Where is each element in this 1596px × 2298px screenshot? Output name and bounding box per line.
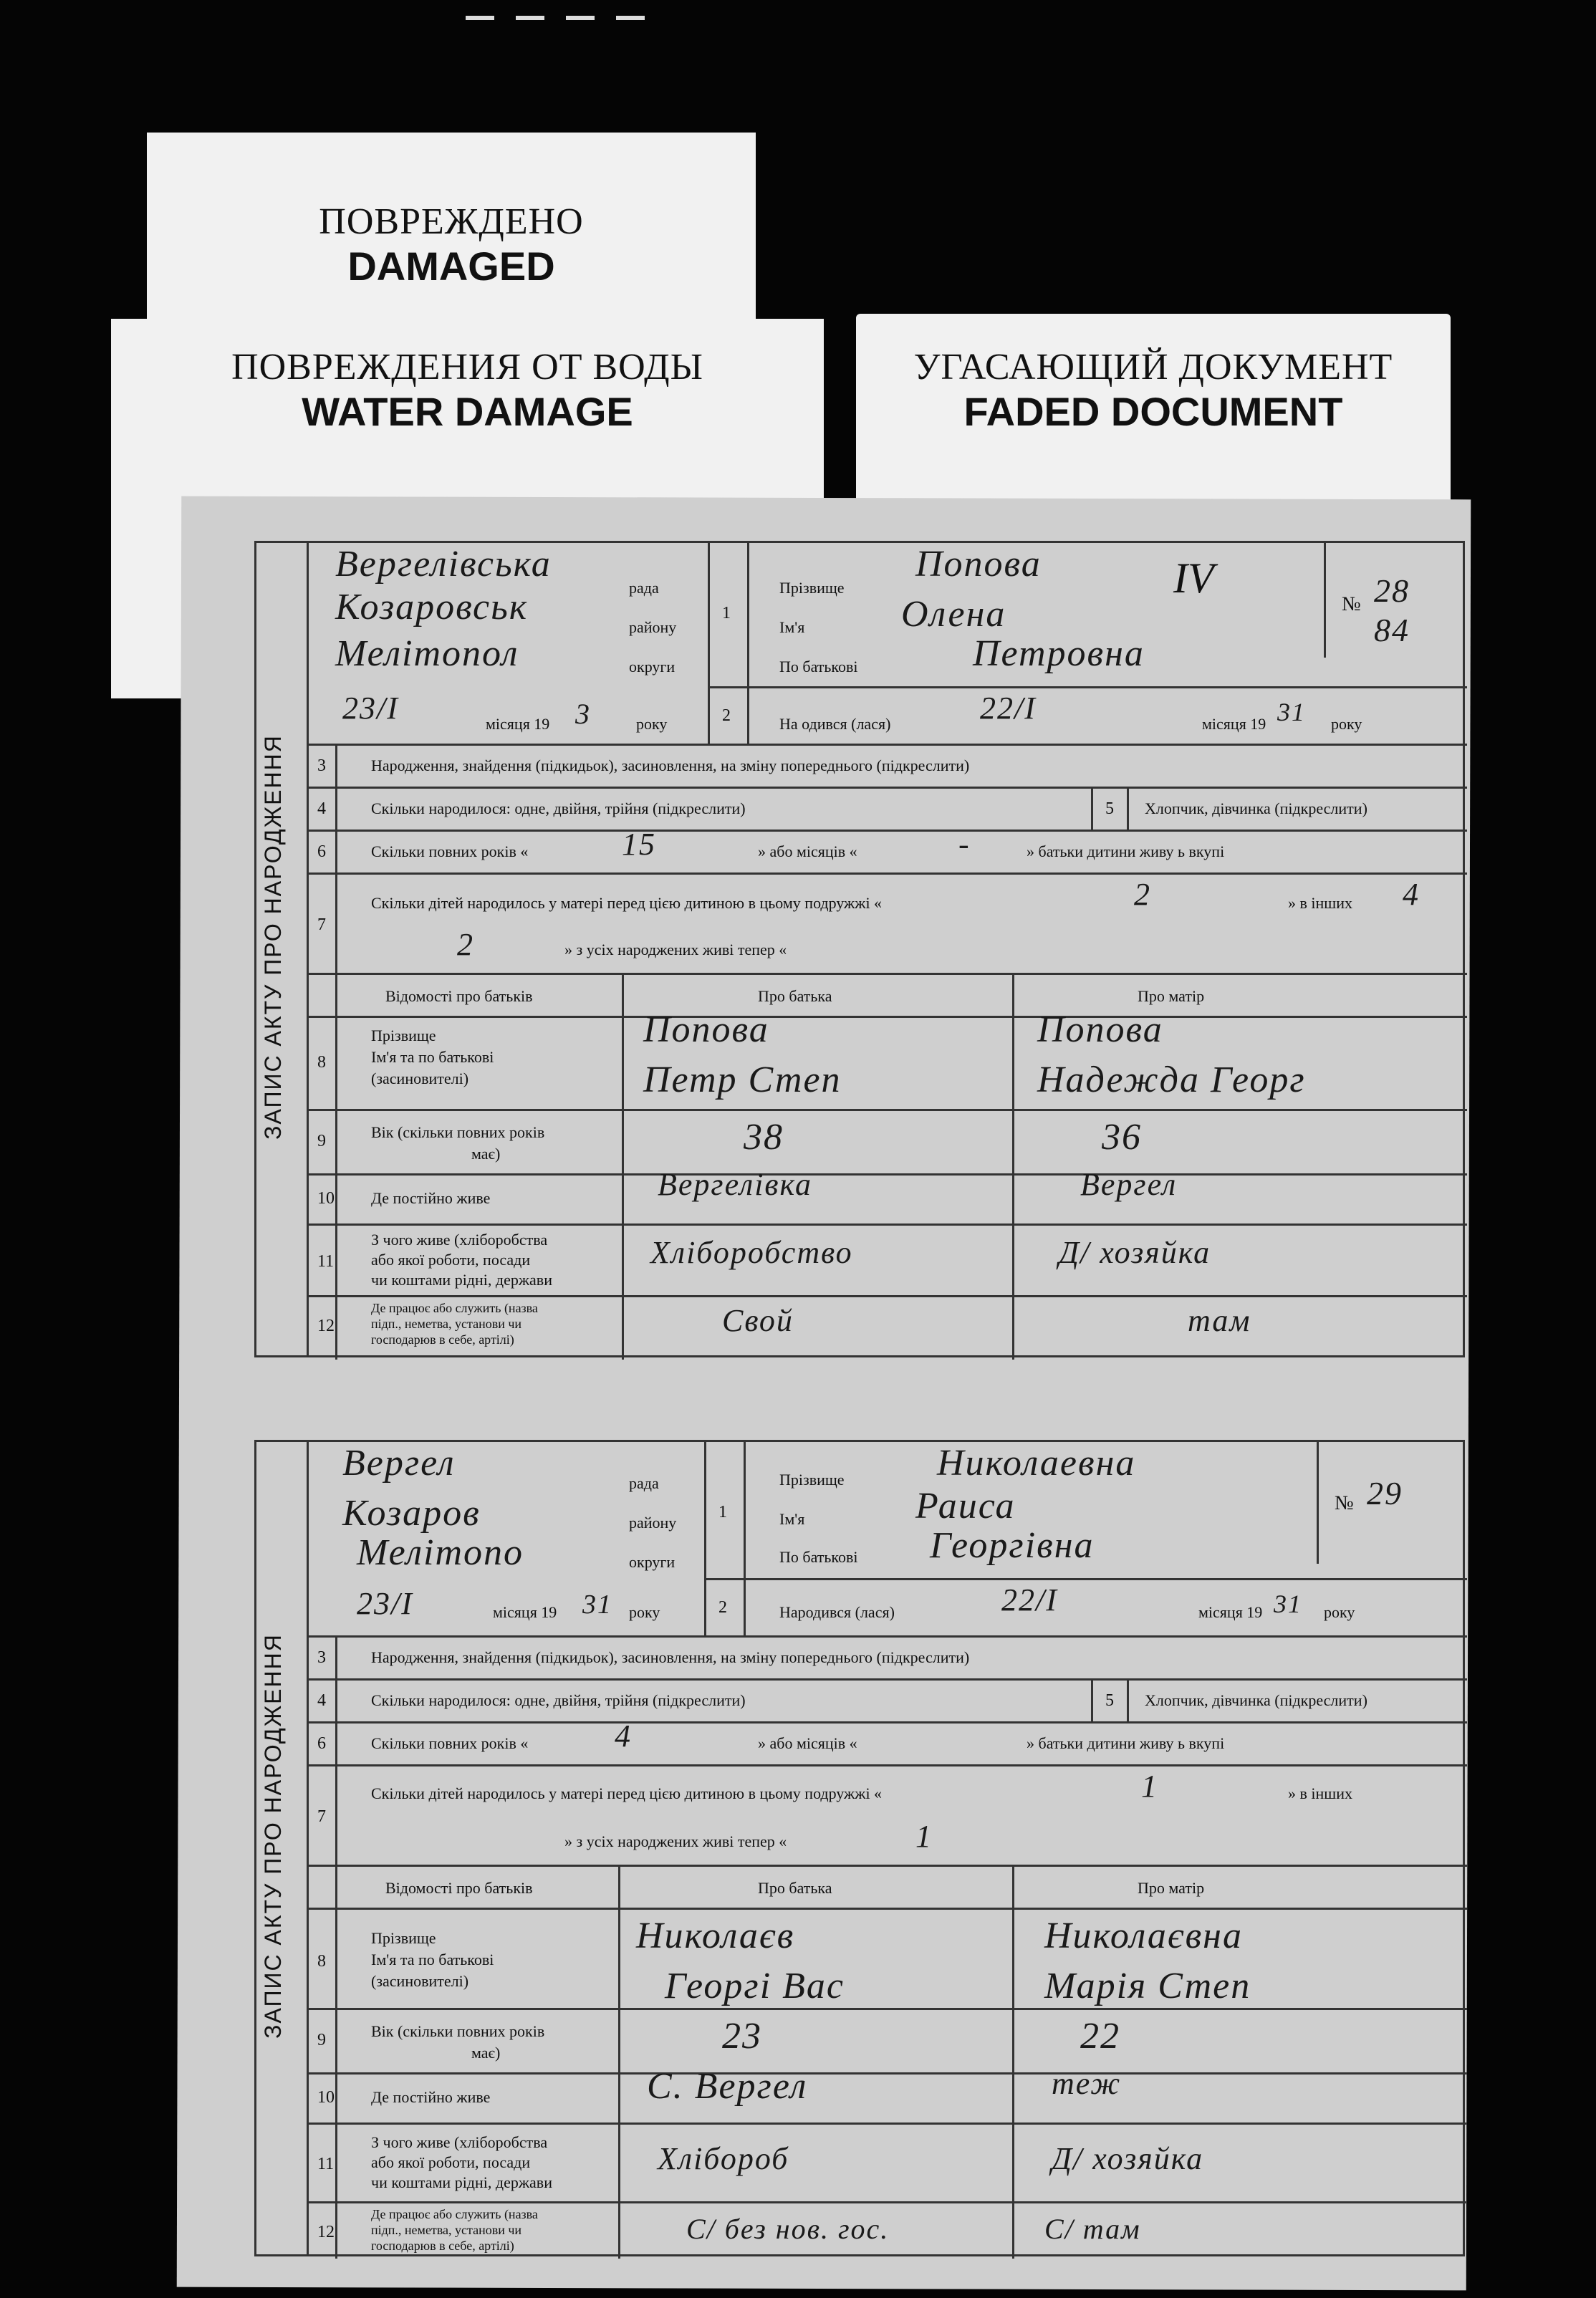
row6b-2: » або місяців « bbox=[758, 1734, 857, 1752]
father-name-2: Георгі Вас bbox=[665, 1966, 845, 2006]
father-live-2: С. Вергел bbox=[647, 2066, 808, 2107]
num-1b: 1 bbox=[718, 1503, 727, 1521]
damaged-ru: ПОВРЕЖДЕНО bbox=[319, 201, 584, 242]
num-11: 11 bbox=[317, 1252, 335, 1271]
other-value: 4 bbox=[1403, 877, 1420, 912]
num-2b: 2 bbox=[718, 1598, 727, 1617]
born-year-label-2: року bbox=[1324, 1603, 1355, 1621]
parents-info-header: Відомості про батьків bbox=[385, 987, 533, 1005]
r11-label-2: або якої роботи, посади bbox=[371, 1251, 531, 1269]
num-11b: 11 bbox=[317, 2155, 335, 2173]
row4-text: Скільки народилося: одне, двійня, трійня (підкреслити) bbox=[371, 799, 746, 817]
row6a-2: Скільки повних років « bbox=[371, 1734, 529, 1752]
raion-value-2: Козаров bbox=[342, 1493, 481, 1534]
top-edge-marks bbox=[466, 0, 709, 19]
number-label: № bbox=[1342, 593, 1361, 615]
father-surname-2: Николаєв bbox=[636, 1915, 795, 1956]
water-ru: ПОВРЕЖДЕНИЯ ОТ ВОДЫ bbox=[231, 347, 703, 388]
born-month-label: місяця 19 bbox=[1202, 715, 1266, 733]
father-place: Свой bbox=[722, 1303, 794, 1338]
num-4: 4 bbox=[317, 799, 326, 818]
born-year-2: 31 bbox=[1274, 1590, 1302, 1618]
r8-label-1b: Прізвище bbox=[371, 1929, 436, 1947]
r8-label-3: (засиновителі) bbox=[371, 1069, 469, 1087]
r11-label-3b: чи коштами рідні, держави bbox=[371, 2173, 552, 2191]
father-place-2: С/ без нов. гос. bbox=[686, 2213, 890, 2245]
about-mother-header-2: Про матір bbox=[1138, 1879, 1205, 1897]
row3-text: Народження, знайдення (підкидьок), засиновлення, на зміну попереднього (підкреслити) bbox=[371, 756, 970, 774]
years-value-2: 4 bbox=[615, 1718, 632, 1754]
num-10: 10 bbox=[317, 1189, 335, 1208]
r12-label-1: Де працює або служить (назва bbox=[371, 1301, 538, 1315]
record-number-b: 29 bbox=[1367, 1475, 1403, 1511]
r8-label-2b: Ім'я та по батькові bbox=[371, 1951, 494, 1968]
father-age: 38 bbox=[744, 1117, 784, 1158]
num-12b: 12 bbox=[317, 2223, 335, 2241]
name-value: Олена bbox=[901, 594, 1006, 635]
reg-year-label-2: року bbox=[629, 1603, 660, 1621]
num-8: 8 bbox=[317, 1053, 326, 1072]
patronymic-label-2: По батькові bbox=[779, 1548, 858, 1566]
okrug-label-2: округи bbox=[629, 1553, 676, 1571]
row3-text-2: Народження, знайдення (підкидьок), засиновлення, на зміну попереднього (підкреслити) bbox=[371, 1648, 970, 1666]
row7a: Скільки дітей народилось у матері перед цією дитиною в цьому подружжі « bbox=[371, 894, 883, 912]
rada-label: рада bbox=[629, 579, 659, 597]
row7b: » в інших bbox=[1288, 894, 1352, 912]
num-6b: 6 bbox=[317, 1734, 326, 1753]
faded-en: FADED DOCUMENT bbox=[963, 389, 1343, 434]
side-title-column-2 bbox=[256, 1442, 309, 2254]
okrug-value: Мелітопол bbox=[335, 633, 519, 674]
about-father-header: Про батька bbox=[758, 987, 832, 1005]
born-year: 31 bbox=[1277, 698, 1306, 726]
num-3: 3 bbox=[317, 756, 326, 775]
reg-year: 3 bbox=[575, 698, 591, 730]
alive-value-2: 1 bbox=[915, 1819, 933, 1854]
row6b: » або місяців « bbox=[758, 842, 857, 860]
children-value-2: 1 bbox=[1141, 1769, 1158, 1804]
r8-label-2: Ім'я та по батькові bbox=[371, 1048, 494, 1066]
damaged-label bbox=[147, 133, 756, 319]
reg-date-2: 23/I bbox=[357, 1586, 413, 1621]
record-number: 28 bbox=[1374, 572, 1410, 609]
faded-ru: УГАСАЮЩИЙ ДОКУМЕНТ bbox=[913, 347, 1393, 388]
reg-date: 23/I bbox=[342, 691, 399, 726]
about-father-header-2: Про батька bbox=[758, 1879, 832, 1897]
num-5b: 5 bbox=[1105, 1691, 1114, 1710]
row6c-2: » батьки дитини живу ь вкупі bbox=[1027, 1734, 1225, 1752]
num-3b: 3 bbox=[317, 1648, 326, 1667]
born-year-label: року bbox=[1331, 715, 1362, 733]
water-en: WATER DAMAGE bbox=[302, 389, 633, 434]
num-8b: 8 bbox=[317, 1952, 326, 1971]
num-10b: 10 bbox=[317, 2088, 335, 2107]
r8-label-1: Прізвище bbox=[371, 1027, 436, 1044]
rada-label-2: рада bbox=[629, 1474, 659, 1492]
about-mother-header: Про матір bbox=[1138, 987, 1205, 1005]
father-name: Петр Степ bbox=[643, 1059, 842, 1100]
r12-label-3b: господарюв в себе, артілі) bbox=[371, 2239, 514, 2253]
num-7b: 7 bbox=[317, 1807, 326, 1826]
father-surname: Попова bbox=[643, 1009, 769, 1050]
row5-text: Хлопчик, дівчинка (підкреслити) bbox=[1145, 799, 1367, 817]
num-9: 9 bbox=[317, 1132, 326, 1150]
row7b-2: » в інших bbox=[1288, 1784, 1352, 1802]
father-work: Хліборобство bbox=[650, 1235, 853, 1270]
row7a-2: Скільки дітей народилось у матері перед цією дитиною в цьому подружжі « bbox=[371, 1784, 883, 1802]
side-title: ЗАПИС АКТУ ПРО НАРОДЖЕННЯ bbox=[260, 734, 286, 1140]
r9-label-1: Вік (скільки повних років bbox=[371, 1123, 545, 1141]
faded-document-label bbox=[856, 314, 1451, 511]
rada-value: Вергелівська bbox=[335, 544, 552, 585]
damaged-en: DAMAGED bbox=[347, 244, 555, 289]
patronymic-value: Петровна bbox=[973, 633, 1145, 674]
mother-live: Вергел bbox=[1080, 1167, 1178, 1202]
roman-mark: IV bbox=[1173, 554, 1214, 602]
num-7: 7 bbox=[317, 915, 326, 934]
mother-age: 36 bbox=[1102, 1117, 1142, 1158]
born-date: 22/I bbox=[980, 691, 1037, 726]
num-5: 5 bbox=[1105, 799, 1114, 818]
mother-surname: Попова bbox=[1037, 1009, 1163, 1050]
r9-label-2: має) bbox=[471, 1145, 501, 1163]
father-age-2: 23 bbox=[722, 2016, 762, 2057]
mother-live-2: теж bbox=[1052, 2066, 1122, 2101]
rada-value-2: Вергел bbox=[342, 1443, 456, 1484]
r11-label-3: чи коштами рідні, держави bbox=[371, 1271, 552, 1289]
mother-name-2: Марія Степ bbox=[1044, 1966, 1251, 2006]
parents-info-header-2: Відомості про батьків bbox=[385, 1879, 533, 1897]
years-value: 15 bbox=[622, 827, 656, 862]
row7c-2: » з усіх народжених живі тепер « bbox=[564, 1832, 787, 1850]
r10-label: Де постійно живе bbox=[371, 1189, 491, 1207]
father-work-2: Хлібороб bbox=[658, 2141, 789, 2176]
row6a: Скільки повних років « bbox=[371, 842, 529, 860]
r10-label-2: Де постійно живе bbox=[371, 2088, 491, 2106]
months-value: - bbox=[958, 827, 971, 862]
num-6: 6 bbox=[317, 842, 326, 861]
record-number-2: 84 bbox=[1374, 612, 1410, 648]
r11-label-1b: З чого живе (хліборобства bbox=[371, 2133, 548, 2151]
surname-label-2: Прізвище bbox=[779, 1471, 845, 1489]
row4-text-2: Скільки народилося: одне, двійня, трійня (підкреслити) bbox=[371, 1691, 746, 1709]
row5-text-2: Хлопчик, дівчинка (підкреслити) bbox=[1145, 1691, 1367, 1709]
alive-value: 2 bbox=[457, 927, 474, 962]
row7c: » з усіх народжених живі тепер « bbox=[564, 941, 787, 958]
raion-label-2: району bbox=[629, 1514, 677, 1532]
num-1: 1 bbox=[722, 604, 731, 622]
r12-label-2b: підп., неметва, установи чи bbox=[371, 2223, 522, 2237]
r12-label-3: господарюв в себе, артілі) bbox=[371, 1332, 514, 1347]
num-2: 2 bbox=[722, 706, 731, 725]
side-title-2: ЗАПИС АКТУ ПРО НАРОДЖЕННЯ bbox=[260, 1633, 286, 2039]
name-label: Ім'я bbox=[779, 618, 805, 636]
r9-label-1b: Вік (скільки повних років bbox=[371, 2022, 545, 2040]
row6c: » батьки дитини живу ь вкупі bbox=[1027, 842, 1225, 860]
surname-value: Попова bbox=[915, 544, 1042, 585]
mother-surname-2: Николаєвна bbox=[1044, 1915, 1243, 1956]
reg-year-2: 31 bbox=[582, 1590, 612, 1620]
r8-label-3b: (засиновителі) bbox=[371, 1972, 469, 1990]
mother-work-2: Д/ хозяйка bbox=[1052, 2141, 1204, 2176]
num-4b: 4 bbox=[317, 1691, 326, 1710]
father-live: Вергелівка bbox=[658, 1167, 813, 1202]
mother-place-2: С/ там bbox=[1044, 2213, 1141, 2245]
born-month-label-2: місяця 19 bbox=[1198, 1603, 1263, 1621]
surname-value-2: Николаевна bbox=[937, 1443, 1136, 1484]
birth-record-2 bbox=[254, 1440, 1465, 2256]
number-label-2: № bbox=[1335, 1492, 1354, 1514]
surname-label: Прізвище bbox=[779, 579, 845, 597]
mother-work: Д/ хозяйка bbox=[1059, 1235, 1211, 1270]
r12-label-2: підп., неметва, установи чи bbox=[371, 1317, 522, 1331]
num-9b: 9 bbox=[317, 2031, 326, 2049]
patronymic-value-2: Георгівна bbox=[930, 1525, 1095, 1566]
raion-value: Козаровськ bbox=[335, 587, 529, 628]
mother-age-2: 22 bbox=[1080, 2016, 1120, 2057]
mother-name: Надежда Георг bbox=[1037, 1059, 1306, 1100]
num-12: 12 bbox=[317, 1317, 335, 1335]
birth-record-1 bbox=[254, 541, 1465, 1357]
r9-label-2b: має) bbox=[471, 2044, 501, 2062]
side-title-column bbox=[256, 543, 309, 1355]
patronymic-label: По батькові bbox=[779, 658, 858, 676]
reg-month-label-2: місяця 19 bbox=[493, 1603, 557, 1621]
r11-label-1: З чого живе (хліборобства bbox=[371, 1231, 548, 1249]
r12-label-1b: Де працює або служить (назва bbox=[371, 2207, 538, 2221]
r11-label-2b: або якої роботи, посади bbox=[371, 2153, 531, 2171]
children-value: 2 bbox=[1134, 877, 1151, 912]
name-label-2: Ім'я bbox=[779, 1510, 805, 1528]
reg-year-label: року bbox=[636, 715, 668, 733]
born-label: На одився (лася) bbox=[779, 715, 891, 733]
name-value-2: Раиса bbox=[915, 1486, 1016, 1527]
born-label-2: Народився (лася) bbox=[779, 1603, 895, 1621]
okrug-label: округи bbox=[629, 658, 676, 676]
reg-month-label: місяця 19 bbox=[486, 715, 550, 733]
raion-label: району bbox=[629, 618, 677, 636]
okrug-value-2: Мелітопо bbox=[357, 1532, 524, 1573]
born-date-2: 22/I bbox=[1001, 1582, 1058, 1617]
mother-place: там bbox=[1188, 1303, 1251, 1338]
